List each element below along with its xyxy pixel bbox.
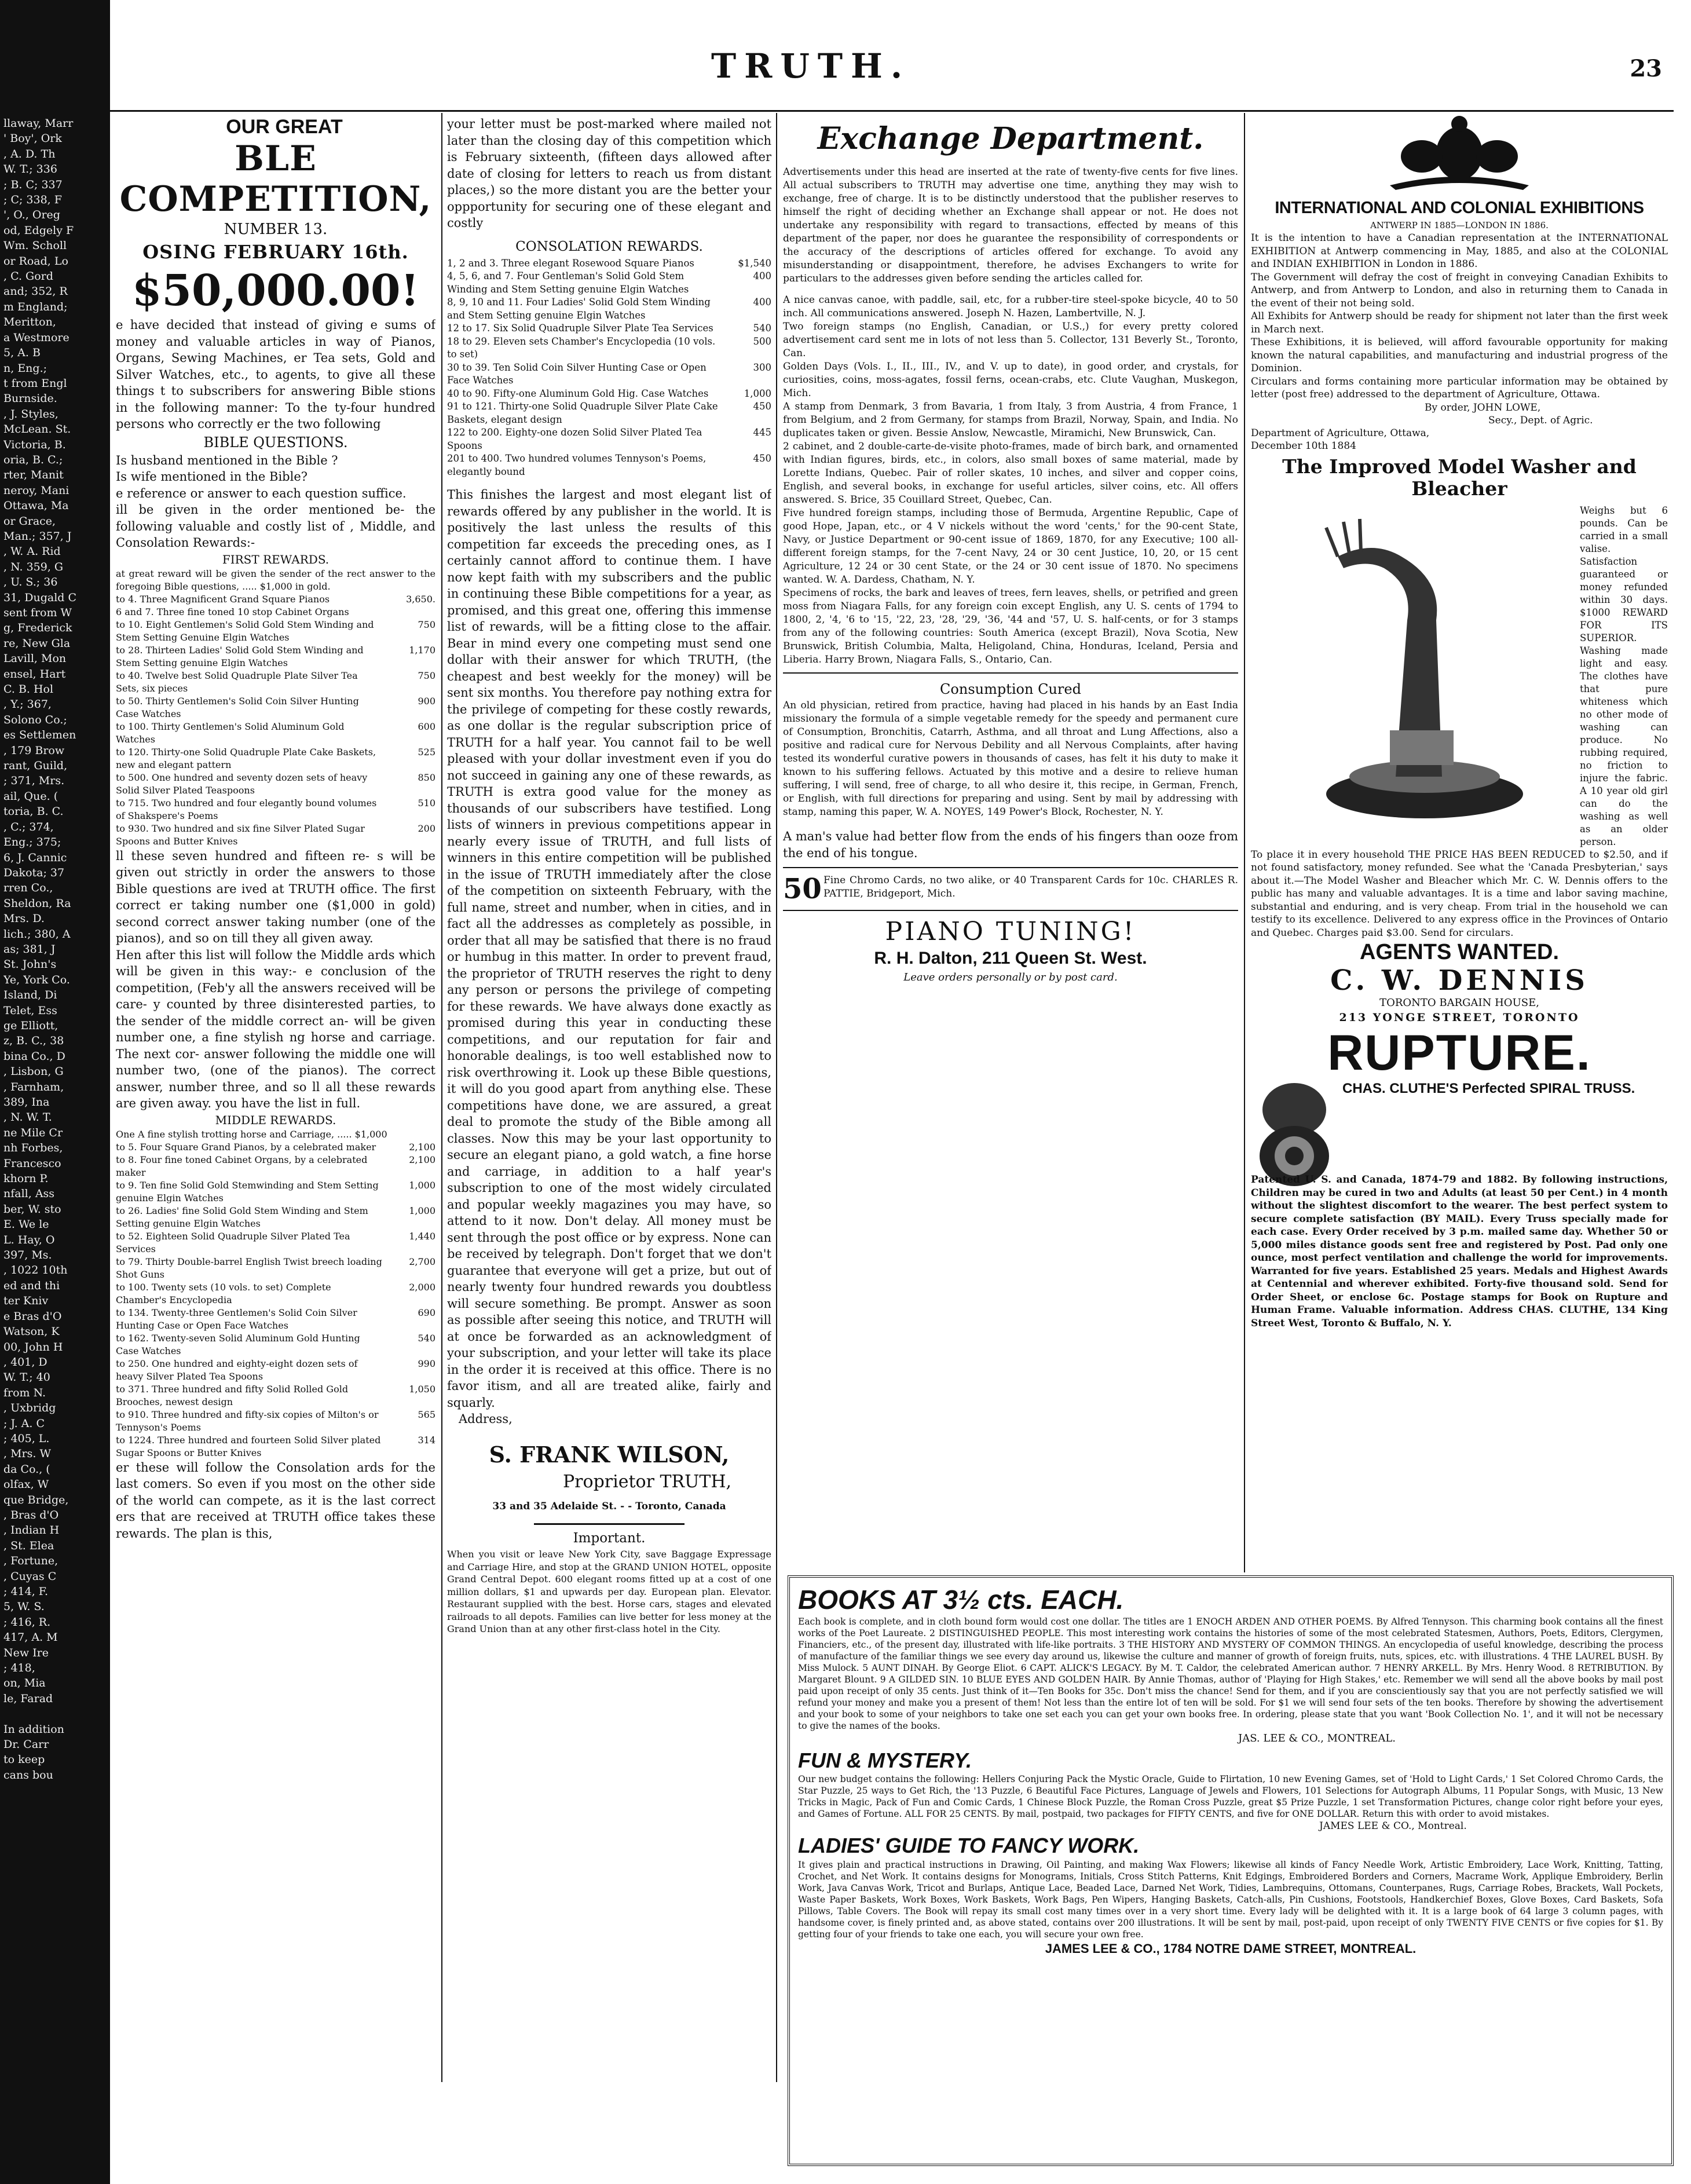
- consumption-heading: Consumption Cured: [940, 681, 1081, 697]
- reward-value: 1,440: [409, 1230, 435, 1242]
- reward-label: to 371. Three hundred and fifty Solid Rolled Gold Brooches, newest design: [116, 1383, 349, 1407]
- section-rule-2: [783, 867, 1238, 868]
- reward-label: to 40. Twelve best Solid Quadruple Plate Silver Tea Sets, six pieces: [116, 670, 358, 694]
- number-label: NUMBER 13.: [224, 221, 328, 238]
- publisher-address: 33 and 35 Adelaide St. - - Toronto, Canada: [492, 1501, 726, 1512]
- column-rule-3: [1244, 113, 1245, 1572]
- reward-value: 1,000: [744, 387, 771, 399]
- reward-label: 1, 2 and 3. Three elegant Rosewood Square Pianos: [447, 257, 694, 269]
- reward-row: [116, 771, 435, 797]
- order-secy: Secy., Dept. of Agric.: [1488, 414, 1593, 426]
- reward-value: 540: [753, 323, 771, 334]
- reward-value: 850: [418, 771, 435, 783]
- fun-mystery-text: Our new budget contains the following: Hellers Conjuring Pack the Mystic Oracle, Guide to Flirtation, 10 new Evening Games, set of 'Hold to Light Cards,' 1 Set Colored Chromo Cards, the Star Puzzle, 25 ways to Get Rich, the '13 Puzzle, 6 Beautiful Face Pictures, Language of Jewels and Flowers, 101 Selections for Autograph Albums, 11 Popular Songs, with Music, 13 New Tricks in Magic, Pack of Fun and Comic Cards, 1 Chinese Block Puzzle, the Roman Cross Puzzle, great $5 Prize Puzzle, 1 set Transformation Pictures, change color right before your eyes, and Games of Fortune. ALL FOR 25 CENTS. By mail, postpaid, two packages for FIFTY CENTS, and five for ONE DOLLAR. Return this with order to avoid mistakes.: [798, 1774, 1663, 1819]
- reward-label: to 910. Three hundred and fifty-six copies of Milton's or Tennyson's Poems: [116, 1409, 379, 1433]
- reward-value: $1,540: [738, 257, 771, 269]
- competition-intro: e have decided that instead of giving e sums of money and valuable articles in way of Pianos, Organs, Sewing Machines, er Tea sets, Gold and Silver Watches, etc., to agents, to give all these things t to subscribers for answering Bible stions in the following manner: To the ty-four hundred persons who correctly er the two following: [116, 318, 435, 431]
- proprietor-title: Proprietor TRUTH,: [563, 1472, 732, 1492]
- first-rewards-intro: at great reward will be given the sender of the rect answer to the foregoing Bible questions, ..... $1,000 in gold.: [116, 568, 435, 592]
- reward-value: 3,650.: [406, 593, 435, 605]
- reward-value: 540: [418, 1332, 435, 1344]
- reward-label: 91 to 121. Thirty-one Solid Quadruple Silver Plate Cake Baskets, elegant design: [447, 401, 718, 425]
- exhibitions-subtitle: ANTWERP IN 1885—LONDON IN 1886.: [1370, 220, 1549, 231]
- reward-label: 201 to 400. Two hundred volumes Tennyson's Poems, elegantly bound: [447, 453, 707, 477]
- reward-value: 500: [753, 335, 771, 347]
- reward-value: 2,000: [409, 1281, 435, 1293]
- masthead: TRUTH.: [711, 46, 911, 86]
- reward-label: to 250. One hundred and eighty-eight dozen sets of heavy Silver Plated Tea Spoons: [116, 1358, 358, 1382]
- washer-features: Weighs but 6 pounds. Can be carried in a small valise. Satisfaction guaranteed or money refunded within 30 days. $1000 REWARD FOR ITS SUPERIOR. Washing made light and easy. The clothes have that pure whiteness which no other mode of washing can produce. No rubbing required, no friction to injure the fabric. A 10 year old girl can do the washing as well as an older person.: [1580, 504, 1668, 847]
- reward-label: to 1224. Three hundred and fourteen Solid Silver plated Sugar Spoons or Butter Knives: [116, 1434, 381, 1458]
- reward-label: 6 and 7. Three fine toned 10 stop Cabinet Organs: [116, 606, 349, 617]
- reward-row: [116, 670, 435, 695]
- reward-value: 600: [418, 720, 435, 732]
- column-rule-2: [776, 113, 777, 2082]
- reward-row: [116, 1281, 435, 1307]
- reward-value: 525: [418, 746, 435, 758]
- reward-row: [116, 593, 435, 606]
- reward-label: 18 to 29. Eleven sets Chamber's Encyclopedia (10 vols. to set): [447, 335, 716, 360]
- reward-value: 990: [418, 1358, 435, 1369]
- reward-value: 1,000: [409, 1205, 435, 1216]
- reward-row: [116, 720, 435, 746]
- competition-closing-text: your letter must be post-marked where mailed not later than the closing day of this competition which is February sixteenth, (fifteen days allowed after date of closing for letters to reach us from distant places,) so the more distant you are the better your oppportunity for securing one of these elegant and costly: [447, 117, 771, 230]
- reward-row: [116, 644, 435, 670]
- first-rewards-outro: ll these seven hundred and fifteen re- s will be given out strictly in order the answers to those Bible questions are ived at TRUTH office. The first correct er taking number one ($1,000 in gold) second correct answer taking number (one of the pianos), and so on till they all given away. Hen after this list will follow the Middle ards which will be given in this way:- e conclusion of the competition, (Feb'y all the answers received will be care- y counted by three disinterested parties, to the sender of the middle correct an- will be given number one, a fine stylish ng horse and carriage. The next cor- answer following the middle one will number two, (one of the pianos). The correct answer, number three, and so ll all these rewards are given away. you have the list in full.: [116, 848, 435, 1110]
- reward-value: 445: [753, 427, 771, 438]
- reward-row: [116, 822, 435, 848]
- reward-value: 1,170: [409, 644, 435, 656]
- reward-value: 1,000: [409, 1179, 435, 1191]
- reward-label: to 52. Eighteen Solid Quadruple Silver Plated Tea Services: [116, 1230, 350, 1254]
- reward-label: to 930. Two hundred and six fine Silver Plated Sugar Spoons and Butter Knives: [116, 822, 365, 847]
- reward-row: [116, 1332, 435, 1358]
- reward-row: [116, 606, 435, 619]
- reward-label: to 79. Thirty Double-barrel English Twist breech loading Shot Guns: [116, 1256, 382, 1280]
- header-rule: [6, 110, 1674, 112]
- reward-row: [447, 335, 771, 361]
- reward-row: [116, 1205, 435, 1230]
- ladies-guide-title: LADIES' GUIDE TO FANCY WORK.: [798, 1834, 1140, 1857]
- reward-row: [116, 1230, 435, 1256]
- reward-row: [447, 257, 771, 270]
- order-by: By order, JOHN LOWE,: [1425, 401, 1541, 414]
- reward-label: to 26. Ladies' fine Solid Gold Stem Winding and Stem Setting genuine Elgin Watches: [116, 1205, 368, 1229]
- washer-illustration: [1251, 504, 1575, 829]
- reward-row: [447, 426, 771, 452]
- reward-row: [116, 1383, 435, 1409]
- column-3: [783, 116, 1238, 1570]
- reward-value: 400: [753, 270, 771, 281]
- agents-wanted: AGENTS WANTED.: [1359, 940, 1560, 964]
- reward-label: 30 to 39. Ten Solid Coin Silver Hunting Case or Open Face Watches: [447, 361, 707, 386]
- column-0-fragment: llaway, Marr ' Boy', Ork , A. D. Th W. T.; 336 ; B. C; 337 ; C; 338, F ', O., Oreg od, Edgely F Wm. Scholl or Road, Lo , C. Gord and; 352, R m England; Meritton, a Westmore 5, A. B n, Eng.; t from Engl Burnside. , J. Styles, McLean. St. Victoria, B. oria, B. C.; rter, Manit neroy, Mani Ottawa, Ma or Grace, Man.; 357, J , W. A. Rid , N. 359, G , U. S.; 36 31, Dugald C sent from W g, Frederick re, New Gla Lavill, Mon ensel, Hart C. B. Hol , Y.; 367, Solono Co.; es Settlemen , 179 Brow rant, Guild, ; 371, Mrs. ail, Que. ( toria, B. C. , C.; 374, Eng.; 375; 6, J. Cannic Dakota; 37 rren Co., Sheldon, Ra Mrs. D. lich.; 380, A as; 381, J St. John's Ye, York Co. Island, Di Telet, Ess ge Elliott, z, B. C., 38 bina Co., D , Lisbon, G , Farnham, 389, Ina , N. W. T. ne Mile Cr nh Forbes, Francesco khorn P. nfall, Ass ber, W. sto E. We le L. Hay, O 397, Ms. , 1022 10th ed and thi ter Kniv e Bras d'O Watson, K 00, John H , 401, D W. T.; 40 from N. , Uxbridg ; J. A. C ; 405, L. , Mrs. W da Co., ( olfax, W que Bridge, , Bras d'O , Indian H , St. Elea , Fortune, , Cuyas C ; 414, F. 5, W. S. ; 416, R. 417, A. M New Ire ; 418, on, Mia le, Farad In addition Dr. Carr to keep cans bou: [3, 117, 77, 1781]
- bible-questions-heading: BIBLE QUESTIONS.: [203, 434, 348, 451]
- reward-row: [116, 797, 435, 822]
- our-great-heading: OUR GREAT: [226, 116, 343, 138]
- books-advertisement: [788, 1575, 1674, 2166]
- reward-label: to 28. Thirteen Ladies' Solid Gold Stem Winding and Stem Setting genuine Elgin Watches: [116, 644, 364, 668]
- reward-value: 450: [753, 401, 771, 412]
- reward-label: to 134. Twenty-three Gentlemen's Solid Coin Silver Hunting Case or Open Face Watches: [116, 1307, 357, 1331]
- piano-tuner-note: Leave orders personally or by post card.: [903, 971, 1118, 983]
- reward-value: 565: [418, 1409, 435, 1420]
- reward-value: 2,100: [409, 1154, 435, 1165]
- reward-value: 690: [418, 1307, 435, 1318]
- cards-text: Fine Chromo Cards, no two alike, or 40 Transparent Cards for 10c. CHARLES R. PATTIE, Bridgeport, Mich.: [823, 875, 1238, 899]
- reward-row: [116, 1179, 435, 1205]
- reward-value: 750: [418, 670, 435, 681]
- reward-label: to 9. Ten fine Solid Gold Stemwinding and Stem Setting genuine Elgin Watches: [116, 1179, 379, 1203]
- reward-value: 314: [418, 1434, 435, 1446]
- reward-row: [116, 1409, 435, 1434]
- reward-row: [116, 695, 435, 720]
- exchange-intro: Advertisements under this head are inserted at the rate of twenty-five cents for five lines. All actual subscribers to TRUTH may advertise one time, anything they may wish to exchange, free of charge. It is to be distinctly understood that the publisher reserves to himself the right of deciding whether an Exchange shall appear or not. He does not undertake any responsibility with regard to transactions, effected by means of this department of the paper, nor does he guarantee the responsibility of correspondents or the accuracy of the descriptions of articles offered for exchange. To avoid any misunderstanding or disappointment, therefore, he advises Exchangers to write for particulars to the addresses given before sending the articles called for.: [783, 166, 1238, 284]
- exhibitions-title: INTERNATIONAL AND COLONIAL EXHIBITIONS: [1275, 199, 1644, 217]
- reward-label: to 10. Eight Gentlemen's Solid Gold Stem Winding and Stem Setting Genuine Elgin Watches: [116, 619, 374, 643]
- middle-rewards-list: [116, 1141, 435, 1459]
- exhibitions-text: It is the intention to have a Canadian representation at the INTERNATIONAL EXHIBITION at Antwerp commencing in May, 1885, and also at the COLONIAL and INDIAN EXHIBITION in London in 1886. The Government will defray the cost of freight in conveying Canadian Exhibits to Antwerp, and from Antwerp to London, and also in returning them to Canada in the event of their not being sold. All Exhibits for Antwerp should be ready for shipment not later than the first week in March next. These Exhibitions, it is believed, will afford favourable opportunity for making known the natural capabilities, and manufacturing and industrial progress of the Dominion. Circulars and forms containing more particular information may be obtained by letter (post free) addressed to the department of Agriculture, Ottawa.: [1251, 232, 1668, 400]
- competition-body: This finishes the largest and most elegant list of rewards offered by any publisher in the world. It is positively the last unless the results of this competition far exceeds the preceding ones, as I certainly cannot afford to continue them. I have now kept faith with my subscribers and the public in continuing these Bible competitions for a year, as promised, and this great one, offering this immense list of rewards, will be a fitting close to the affair. Bear in mind every one competing must send one dollar with their answer for which TRUTH, (the cheapest and best weekly for the money) will be sent six months. You therefore pay nothing extra for the privilege of competing for these costly rewards, as one dollar is the regular subscription price of TRUTH for a half year. You cannot fail to be well pleased with your dollar investment even if you do not succeed in gaining any one of these rewards, as TRUTH is extra good value for the money as thousands of our subscribers have testified. Long lists of winners in previous competitions appear in nearly every issue of TRUTH, and full lists of winners in this entire competition will be published in the issue of TRUTH immediately after the close of the competition on sixteenth February, with the full name, street and number, when in cities, and in fact all the addresses as completely as possible, in order that all may be satisfied that there is no fraud or humbug in this matter. In order to prevent fraud, the proprietor of TRUTH reserves the right to deny any person or persons the privilege of competing for these rewards. We have always done exactly as promised during this year in conducting these competitions, and our reputation for fair and honorable dealings, is too well established now to risk overthrowing it. Look up these Bible questions, it will do you good apart from anything else. These competitions have done, we are assured, a great deal to promote the study of the Bible among all classes. Now this may be your last opportunity to secure an elegant piano, a gold watch, a fine horse and carriage, in addition to a half year's subscription to one of the most widely circulated and popular weekly magazines you may have, so attend to it now. Don't delay. All money must be sent through the post office or by express. None can be received by telegraph. Don't forget that we don't guarantee that everyone will get a prize, but out of nearly twenty four hundred rewards you doubtless will secure something. Be prompt. Answer as soon as possible after seeing this notice, and TRUTH will at once be forwarded as an acknowledgment of your subscription, and your letter will take its place in the order it is received at this office. There is no favor itism, and all are treated alike, fairly and squarly.: [447, 488, 771, 1410]
- reward-label: 40 to 90. Fifty-one Aluminum Gold Hig. Case Watches: [447, 387, 709, 399]
- reward-value: 300: [753, 361, 771, 373]
- exchange-ads: A nice canvas canoe, with paddle, sail, etc, for a rubber-tire steel-spoke bicycle, 40 to 50 inch. All communications answered. Joseph N. Hazen, Lambertville, N. J. Two foreign stamps (no English, Canadian, or U.S.,) for every pretty colored advertisement card sent me in lots of not less than 5. Collector, 131 Beverly St., Toronto, Can. Golden Days (Vols. I., II., III., IV., and V. up to date), in good order, and crystals, for curiosities, coins, moss-agates, fossil ferns, ocean-crabs, etc. Clute Vaughan, Muskegon, Mich. A stamp from Denmark, 3 from Bavaria, 1 from Italy, 3 from Austria, 4 from France, 1 from Belgium, and 2 from Germany, for stamps from Brazil, Norway, Spain, and India. No duplicates taken or given. Bessie Anslow, Newcastle, Miramichi, New Brunswick, Can. 2 cabinet, and 2 double-carte-de-visite photo-frames, made of birch bark, and ornamented with Indian figures, birds, etc., in colors, also small boxes of same material, made by Lorette Indians, Quebec. Pair of roller skates, 10 inches, and silver and copper coins, English, and several books, in exchange for useful articles, silver coins, etc. All offers answered. S. Brice, 35 Couillard Street, Quebec, Can. Five hundred foreign stamps, including those of Bermuda, Argentine Republic, Cape of good Hope, Japan, etc., or 4 V nickels without the word 'cents,' for the 90-cent State, Navy, or Justice Department or 90-cent issue of 1869, 1870, for any Executive; 100 all-different foreign stamps, for the 7-cent Navy, 24 or 30 cent Justice, 10, 20, or 15 cent Agriculture, 12 24 or 30 cent State, or the 24 or 30 cent issue of 1870. No specimens wanted. W. A. Dardess, Chatham, N. Y. Specimens of rocks, the bark and leaves of trees, fern leaves, shells, or petrified and green moss from Niagara Falls, for any foreign coin except English, any U. S. cents of 1794 to 1800, 2, '4, '6 to '15, '22, 23, '28, '29, '36, '44 and '57, U. S. half-cents, or for 3 stamps from any of the following countries: South America (except Brazil), Nova Scotia, New Brunswick, British Columbia, Malta, Heligoland, China, Honduras, Iceland, Persia and Liberia. Harry Brown, Niagara Falls, S., Ontario, Can.: [783, 294, 1238, 665]
- section-rule-3: [783, 910, 1238, 911]
- ladies-guide-text: It gives plain and practical instructions in Drawing, Oil Painting, and making Wax Flowers; likewise all kinds of Fancy Needle Work, Artistic Embroidery, Lace Work, Knitting, Tatting, Crochet, and Net Work. It contains designs for Monograms, Initials, Cross Stitch Patterns, Knit Edgings, Embroidered Borders and Corners, Macrame Work, Applique Embroidery, Berlin Work, Java Canvas Work, Tricot and Burlaps, Antique Lace, Beaded Lace, Darned Net Work, Tidies, Lambrequins, Ottomans, Counterpanes, Rugs, Carriage Robes, Brackets, Wall Pockets, Waste Paper Baskets, Work Boxes, Work Baskets, Work Bags, Pen Wipers, Hanging Baskets, Catch-alls, Pin Cushions, Footstools, Handkerchief Boxes, Glove Boxes, Card Baskets, Sofa Pillows, Table Covers. The Book will repay its small cost many times over in a very short time. Every lady will be delighted with it. It is a large book of 64 large 3 column pages, with handsome cover, is finely printed and, as above stated, contains over 200 illustrations. It will be sent by mail, post-paid, upon receipt of only TWENTY FIVE CENTS or five copies for $1. By getting four of your friends to take one each, you will secure your own free.: [798, 1860, 1663, 1940]
- books-signature: JAS. LEE & CO., MONTREAL.: [1238, 1732, 1396, 1744]
- bible-questions: Is husband mentioned in the Bible ? Is wife mentioned in the Bible? e reference or answer to each question suffice. ill be given in the order mentioned be- the following valuable and costly list of , Middle, and Consolation Rewards:-: [116, 453, 435, 550]
- reward-row: [447, 270, 771, 296]
- chromo-cards-ad: [783, 874, 1238, 904]
- dennis-name: C. W. DENNIS: [1330, 964, 1588, 997]
- reward-value: 510: [418, 797, 435, 809]
- middle-rewards-intro: One A fine stylish trotting horse and Carriage, ..... $1,000: [116, 1128, 387, 1140]
- rupture-heading: RUPTURE.: [1327, 1025, 1591, 1081]
- ornament-rule: [534, 1523, 685, 1525]
- rupture-text: Patented U. S. and Canada, 1874-79 and 1882. By following instructions, Children may be cured in two and Adults (at least 50 per Cent.) in 4 month without the slightest discomfort to the wearer. The best perfect system to secure complete satisfaction (BY MAIL). Every Truss specially made for each case. Every Order received by 3 p.m. mailed same day. Whether 50 or 5,000 miles distance goods sent free and registered by Post. Pad only one ounce, most perfect ventilation and challenge the world for improvements. Warranted for five years. Established 25 years. Medals and Highest Awards at Centennial and wherever exhibited. Forty-five thousand sold. Send for Order Sheet, or enclose 6c. Postage stamps for Book on Rupture and Human Frame. Valuable information. Address CHAS. CLUTHE, 134 King Street West, Toronto & Buffalo, N. Y.: [1251, 1174, 1668, 1329]
- consolation-rewards-list: [447, 257, 771, 479]
- reward-value: 400: [753, 297, 771, 308]
- reward-label: to 162. Twenty-seven Solid Aluminum Gold Hunting Case Watches: [116, 1332, 360, 1356]
- middle-rewards-heading: MIDDLE REWARDS.: [215, 1113, 336, 1127]
- section-rule: [783, 672, 1238, 674]
- washer-block: [1251, 504, 1668, 848]
- piano-tuning-heading: PIANO TUNING!: [885, 917, 1136, 946]
- column-1: [116, 116, 435, 2178]
- reward-row: [447, 400, 771, 426]
- reward-row: [116, 746, 435, 771]
- column-rule-1: [441, 113, 442, 2082]
- yonge-street: 213 YONGE STREET, TORONTO: [1339, 1011, 1580, 1024]
- reward-label: 122 to 200. Eighty-one dozen Solid Silver Plated Tea Spoons: [447, 427, 702, 451]
- address-label: Address,: [459, 1412, 513, 1426]
- reward-label: to 100. Thirty Gentlemen's Solid Aluminum Gold Watches: [116, 720, 345, 745]
- reward-label: to 8. Four fine toned Cabinet Organs, by a celebrated maker: [116, 1154, 368, 1178]
- competition-heading: BLE COMPETITION,: [119, 138, 432, 220]
- washer-title: The Improved Model Washer and Bleacher: [1282, 455, 1637, 500]
- fun-mystery-title: FUN & MYSTERY.: [798, 1748, 972, 1772]
- reward-value: 900: [418, 695, 435, 707]
- reward-row: [116, 1141, 435, 1154]
- reward-row: [116, 1154, 435, 1179]
- consolation-rewards-heading: CONSOLATION REWARDS.: [515, 239, 703, 254]
- reward-value: 200: [418, 822, 435, 834]
- reward-label: 8, 9, 10 and 11. Four Ladies' Solid Gold Stem Winding and Stem Setting genuine Elgin Watches: [447, 297, 711, 321]
- ladies-guide-signature: JAMES LEE & CO., 1784 NOTRE DAME STREET, MONTREAL.: [1045, 1941, 1417, 1956]
- rupture-name: CHAS. CLUTHE'S Perfected SPIRAL TRUSS.: [1342, 1081, 1635, 1096]
- department-date: Department of Agriculture, Ottawa, December 10th 1884: [1251, 427, 1430, 452]
- first-rewards-list: [116, 593, 435, 848]
- reward-row: [447, 361, 771, 387]
- books-text: Each book is complete, and in cloth bound form would cost one dollar. The titles are 1 ENOCH ARDEN AND OTHER POEMS. By Alfred Tennyson. This charming book contains all the finest works of the Poet Laureate. 2 DISTINGUISHED PEOPLE. This most interesting work contains the histories of some of the most celebrated Statesmen, Authors, Poets, Editors, Clergymen, Financiers, etc., of the present day, illustrated with life-like portraits. 3 THE HISTORY AND MYSTERY OF COMMON THINGS. An encyclopedia of useful knowledge, describing the process of manufacture of the familiar things we see every day around us, likewise the culture and manner of growth of foreign fruits, nuts, spices, etc. with illustrations. 4 THE LAUREL BUSH. By Miss Mulock. 5 AUNT DINAH. By George Eliot. 6 CAPT. ALICK'S LEGACY. By M. T. Caldor, the celebrated American author. 7 HENRY ARKELL. By Mrs. Henry Wood. 8 RETRIBUTION. By Margaret Blount. 9 A GILDED SIN. 10 BLUE EYES AND GOLDEN HAIR. By Annie Thomas, author of 'Playing for High Stakes,' etc. Remember we will send all the above books by mail post paid upon receipt of only 35 cents. Just think of it—Ten Books for 35c. Don't miss the chance! Send for them, and if you are conscientiously say that you are not perfectly satisfied we will refund your money and make you a present of them! Not less than the entire lot of ten will be sold. For $1 we will send four sets of the ten books. Therefore by showing the advertisement and your book to some of your neighbors to take one set each you can get your own books free. In ordering, please state that you want 'Book Collection No. 1', and it will not be necessary to give the names of the books.: [798, 1616, 1663, 1731]
- reward-label: to 5. Four Square Grand Pianos, by a celebrated maker: [116, 1141, 376, 1153]
- washer-text: To place it in every household THE PRICE HAS BEEN REDUCED to $2.50, and if not found satisfactory, money refunded. See what the 'Canada Presbyterian,' says about it.—The Model Washer and Bleacher which Mr. C. W. Dennis offers to the public has many and valuable advantages. It is a time and labor saving machine, substantial and enduring, and is very cheap. From trial in the household we can testify to its excellence. Delivered to any express office in the Provinces of Ontario and Quebec. Charges paid $3.00. Send for circulars.: [1251, 848, 1668, 939]
- reward-label: to 715. Two hundred and four elegantly bound volumes of Shakspere's Poems: [116, 797, 377, 821]
- reward-label: to 120. Thirty-one Solid Quadruple Plate Cake Baskets, new and elegant pattern: [116, 746, 376, 770]
- reward-label: to 500. One hundred and seventy dozen sets of heavy Solid Silver Plated Teaspoons: [116, 771, 368, 796]
- reward-label: 4, 5, 6, and 7. Four Gentleman's Solid Gold Stem Winding and Stem Setting genuine Elgin Watches: [447, 270, 689, 295]
- reward-value: 1,050: [409, 1383, 435, 1395]
- important-notice: When you visit or leave New York City, save Baggage Expressage and Carriage Hire, and stop at the GRAND UNION HOTEL, opposite Grand Central Depot. 600 elegant rooms fitted up at a cost of one million dollars, $1 and upwards per day. European plan. Elevator. Restaurant supplied with the best. Horse cars, stages and elevated railroads to all depots. Families can live better for less money at the Grand Union than at any other first-class hotel in the City.: [447, 1549, 771, 1634]
- column-4: [1251, 116, 1668, 1570]
- reward-label: 12 to 17. Six Solid Quadruple Silver Plate Tea Services: [447, 323, 713, 334]
- fingers-tongue-text: A man's value had better flow from the ends of his fingers than ooze from the end of his tongue.: [783, 829, 1238, 860]
- piano-tuner-name: R. H. Dalton, 211 Queen St. West.: [874, 949, 1147, 968]
- fun-mystery-signature: JAMES LEE & CO., Montreal.: [1319, 1820, 1467, 1832]
- reward-value: 2,700: [409, 1256, 435, 1267]
- exchange-department-title: Exchange Department.: [817, 121, 1204, 156]
- reward-row: [447, 296, 771, 322]
- coat-of-arms-emblem: [1251, 116, 1668, 191]
- bargain-house: TORONTO BARGAIN HOUSE,: [1379, 997, 1539, 1009]
- publisher-signature: S. FRANK WILSON,: [489, 1442, 730, 1468]
- closing-date: OSING FEBRUARY 16th.: [142, 241, 409, 263]
- prize-amount: $50,000.00!: [132, 266, 419, 316]
- important-heading: Important.: [573, 1531, 646, 1546]
- middle-rewards-outro: er these will follow the Consolation ards for the last comers. So even if you most on the other side of the world can compete, as it is the last correct ers that are received at TRUTH office takes these rewards. The plan is this,: [116, 1460, 435, 1541]
- page-number: 23: [1630, 55, 1662, 82]
- reward-row: [116, 1307, 435, 1332]
- reward-value: 450: [753, 453, 771, 464]
- reward-row: [447, 387, 771, 401]
- reward-value: 2,100: [409, 1141, 435, 1153]
- reward-row: [447, 452, 771, 478]
- first-rewards-heading: FIRST REWARDS.: [222, 552, 330, 566]
- reward-row: [447, 322, 771, 335]
- reward-row: [116, 1256, 435, 1281]
- reward-label: to 100. Twenty sets (10 vols. to set) Complete Chamber's Encyclopedia: [116, 1281, 331, 1305]
- reward-label: to 4. Three Magnificent Grand Square Pianos: [116, 593, 330, 605]
- reward-label: to 50. Thirty Gentlemen's Solid Coin Silver Hunting Case Watches: [116, 695, 359, 719]
- reward-row: [116, 1358, 435, 1383]
- books-title: BOOKS AT 3½ cts. EACH.: [798, 1585, 1124, 1615]
- reward-row: [116, 1434, 435, 1459]
- reward-value: 750: [418, 619, 435, 630]
- reward-row: [116, 619, 435, 644]
- cards-number: 50: [783, 873, 822, 905]
- consumption-text: An old physician, retired from practice, having had placed in his hands by an East India missionary the formula of a simple vegetable remedy for the speedy and permanent cure of Consumption, Bronchitis, Catarrh, Asthma, and all throat and Lung Affections, also a positive and radical cure for Nervous Debility and all Nervous Complaints, after having tested its wonderful curative powers in thousands of cases, has felt it his duty to make it known to his suffering fellows. Actuated by this motive and a desire to relieve human suffering, I will send, free of charge, to all who desire it, this recipe, in German, French, or English, with full directions for preparing and using. Sent by mail by addressing with stamp, naming this paper, W. A. NOYES, 149 Power's Block, Rochester, N. Y.: [783, 700, 1238, 818]
- column-2: [447, 116, 771, 2178]
